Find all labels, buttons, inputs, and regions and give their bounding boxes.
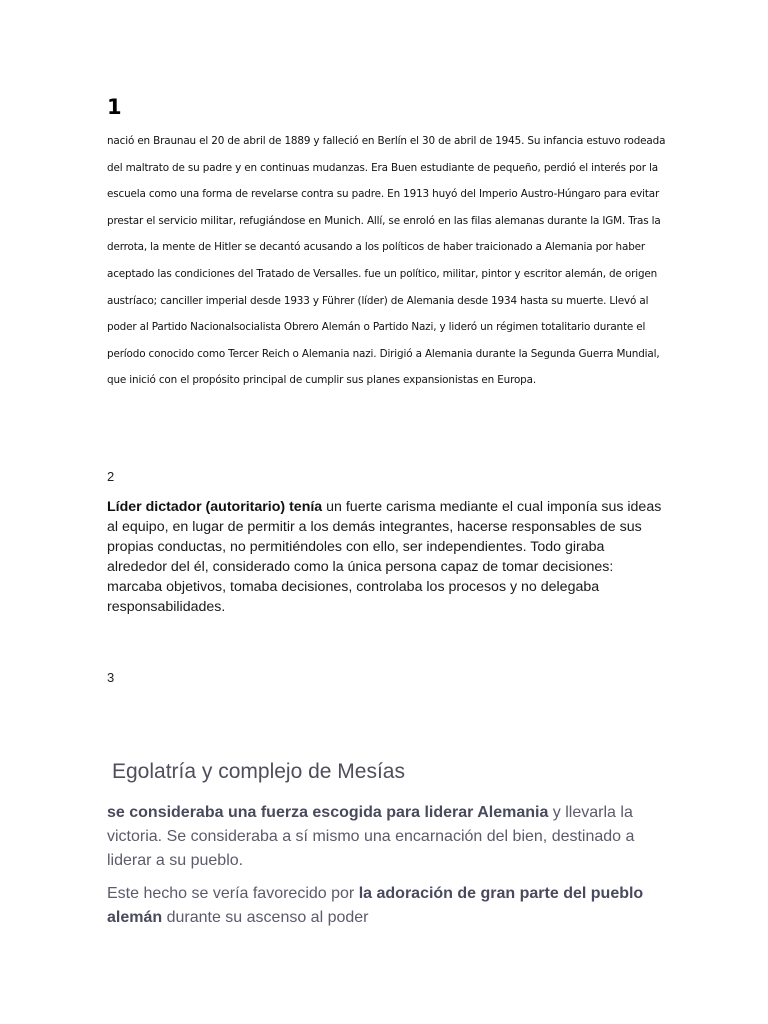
section-2-text: un fuerte carisma mediante el cual imponía sus ideas al equipo, en lugar de permitir a los demás integrantes, hacerse responsables de sus propias conductas, no permitiéndoles con ello, ser independientes. Todo giraba alrededor del él, considerado como la única persona capaz de tomar decisiones: marcaba objetivos, tomaba decisiones, controlaba los procesos y no delegaba responsabilidades.: [107, 499, 662, 615]
section-3-heading: Egolatría y complejo de Mesías: [112, 760, 405, 783]
section-2-bold-lead: Líder dictador (autoritario) tenía: [107, 499, 323, 515]
section-1-paragraph: nació en Braunau el 20 de abril de 1889 y falleció en Berlín el 30 de abril de 1945. Su infancia estuvo rodeada del maltrato de su padre y en continuas mudanzas. Era Buen estudiante de pequeño, perdió el interés por la escuela como una forma de revelarse contra su padre. En 1913 huyó del Imperio Austro-Húngaro para evitar prestar el servicio militar, refugiándose en Munich. Allí, se enroló en las filas alemanas durante la IGM. Tras la derrota, la mente de Hitler se decantó acusando a los políticos de haber traicionado a Alemania por haber aceptado las condiciones del Tratado de Versalles. fue un político, militar, pintor y escritor alemán, de origen austríaco; canciller imperial desde 1933 y Führer (líder) de Alemania desde 1934 hasta su muerte. Llevó al poder al Partido Nacionalsocialista Obrero Alemán o Partido Nazi, y lideró un régimen totalitario durante el período conocido como Tercer Reich o Alemania nazi. Dirigió a Alemania durante la Segunda Guerra Mundial, que inició con el propósito principal de cumplir sus planes expansionistas en Europa.: [107, 135, 666, 387]
section-3-para2-bold: la adoración de gran parte del pueblo alemán: [107, 885, 644, 926]
section-3-paragraph-2: [107, 882, 667, 930]
section-3-para2-text: Este hecho se vería favorecido por: [107, 885, 359, 902]
section-3-para1-text: y llevarla la victoria. Se consideraba a sí mismo una encarnación del bien, destinado a liderar a su pueblo.: [107, 804, 635, 869]
section-2-paragraph: [107, 497, 667, 617]
section-2-number: 2: [107, 469, 115, 484]
section-3-para2-tail: durante su ascenso al poder: [162, 909, 369, 926]
section-3-paragraph-1: [107, 801, 667, 873]
section-1-number: 1: [107, 95, 122, 119]
section-3-para1-bold: se consideraba una fuerza escogida para liderar Alemania: [107, 804, 549, 821]
section-3-number: 3: [107, 670, 115, 685]
